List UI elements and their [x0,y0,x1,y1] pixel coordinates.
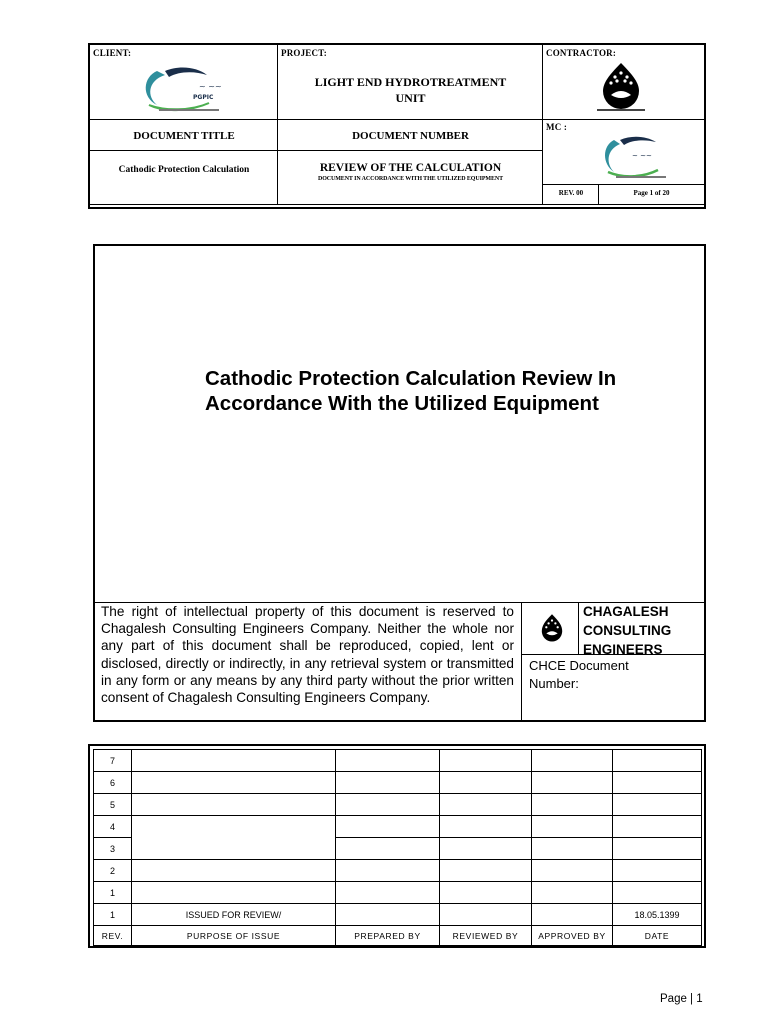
prepared-cell [336,882,440,904]
chagalesh-logo-icon [591,59,651,115]
approved-cell [532,882,613,904]
mc-logo-icon [598,132,678,182]
page-footer: Page | 1 [660,993,703,1005]
approved-cell [532,860,613,882]
client-label: CLIENT: [93,48,132,58]
date-cell [613,750,702,772]
date-cell: 18.05.1399 [613,904,702,926]
prepared-cell [336,860,440,882]
purpose-cell [132,860,336,882]
doc-number-value-line1: REVIEW OF THE CALCULATION [319,162,502,174]
reviewed-cell [440,860,532,882]
purpose-cell: ISSUED FOR REVIEW/ [132,904,336,926]
rev-cell: 1 [94,882,132,904]
project-cell [278,45,543,120]
purpose-cell [132,772,336,794]
table-row [94,750,702,772]
approved-header: APPROVED BY [532,926,613,946]
document-title [205,366,685,416]
rev-cell: 3 [94,838,132,860]
company-divider [521,654,704,655]
doc-number-value-cell [278,151,543,205]
date-cell [613,860,702,882]
prepared-cell [336,904,440,926]
page-value: Page 1 of 20 [633,189,670,197]
chce-doc-line1: CHCE Document [529,658,629,673]
company-name-line2: CONSULTING [583,623,672,638]
rev-value: REV. 00 [558,189,584,197]
company-name-line1: CHAGALESH [583,604,669,619]
project-title-line2: UNIT [395,91,426,105]
prepared-cell [336,772,440,794]
doc-number-label-cell [278,120,543,151]
contractor-cell [543,45,704,120]
rev-header: REV. [94,926,132,946]
purpose-cell [132,750,336,772]
revision-table [88,744,706,948]
doc-title-label: DOCUMENT TITLE [133,130,235,142]
date-cell [613,882,702,904]
company-name [583,602,703,654]
table-row [94,772,702,794]
client-cell [90,45,278,120]
doc-title-value-cell [90,151,278,205]
chce-document-number [529,657,669,693]
rev-cell: 1 [94,904,132,926]
rev-cell: 7 [94,750,132,772]
date-cell [613,838,702,860]
client-logo-text: PGPIC [193,94,214,101]
rev-cell: 4 [94,816,132,838]
reviewed-cell [440,904,532,926]
reviewed-cell [440,772,532,794]
document-header [88,43,706,209]
approved-cell [532,838,613,860]
purpose-cell [132,816,336,860]
doc-number-value-line2: DOCUMENT IN ACCORDANCE WITH THE UTILIZED EQUIPMENT [317,176,504,182]
doc-number-label: DOCUMENT NUMBER [352,130,469,142]
table-row [94,794,702,816]
reviewed-cell [440,816,532,838]
reviewed-cell [440,750,532,772]
rev-cell [543,185,599,205]
contractor-label: CONTRACTOR: [546,48,617,58]
svg-text:~ ~~: ~ ~~ [632,152,652,160]
prepared-cell [336,794,440,816]
prepared-cell [336,838,440,860]
reviewed-header: REVIEWED BY [440,926,532,946]
company-name-line3: ENGINEERS [583,642,663,654]
table-row [94,816,702,838]
revision-grid [93,749,702,946]
mc-cell [543,120,704,185]
page-cell [599,185,704,205]
doc-title-value: Cathodic Protection Calculation [118,165,250,175]
table-header-row [94,926,702,946]
date-cell [613,794,702,816]
chagalesh-small-logo-icon [535,612,569,646]
approved-cell [532,772,613,794]
date-cell [613,772,702,794]
reviewed-cell [440,794,532,816]
purpose-cell [132,882,336,904]
rev-cell: 6 [94,772,132,794]
purpose-header: PURPOSE OF ISSUE [132,926,336,946]
copyright-notice: The right of intellectual property of this document is reserved to Chagalesh Consulting Engineers Company. Neither the whole nor any part of this document shall be reproduced, copied, lent or disclosed, directly or indirectly, in any retrieval system or transmitted in any form or any means by any third party without the prior written consent of Chagalesh Consulting Engineers Company. [101,604,514,706]
table-row [94,904,702,926]
document-title-line2: Accordance With the Utilized Equipment [205,392,599,415]
reviewed-cell [440,882,532,904]
table-row [94,860,702,882]
rev-cell: 5 [94,794,132,816]
mc-label: MC : [546,122,568,132]
svg-text:~ ~~: ~ ~~ [199,82,222,91]
prepared-header: PREPARED BY [336,926,440,946]
purpose-cell [132,794,336,816]
pgpic-logo-icon [135,61,239,117]
approved-cell [532,750,613,772]
doc-title-label-cell [90,120,278,151]
prepared-cell [336,750,440,772]
table-row [94,882,702,904]
copyright-divider [521,602,522,720]
approved-cell [532,816,613,838]
logo-divider [578,602,579,654]
reviewed-cell [440,838,532,860]
approved-cell [532,904,613,926]
project-title-line1: LIGHT END HYDROTREATMENT [314,75,507,89]
date-cell [613,816,702,838]
prepared-cell [336,816,440,838]
date-header: DATE [613,926,702,946]
project-label: PROJECT: [281,48,327,58]
approved-cell [532,794,613,816]
document-title-line1: Cathodic Protection Calculation Review In [205,367,617,390]
chce-doc-line2: Number: [529,676,579,691]
rev-cell: 2 [94,860,132,882]
